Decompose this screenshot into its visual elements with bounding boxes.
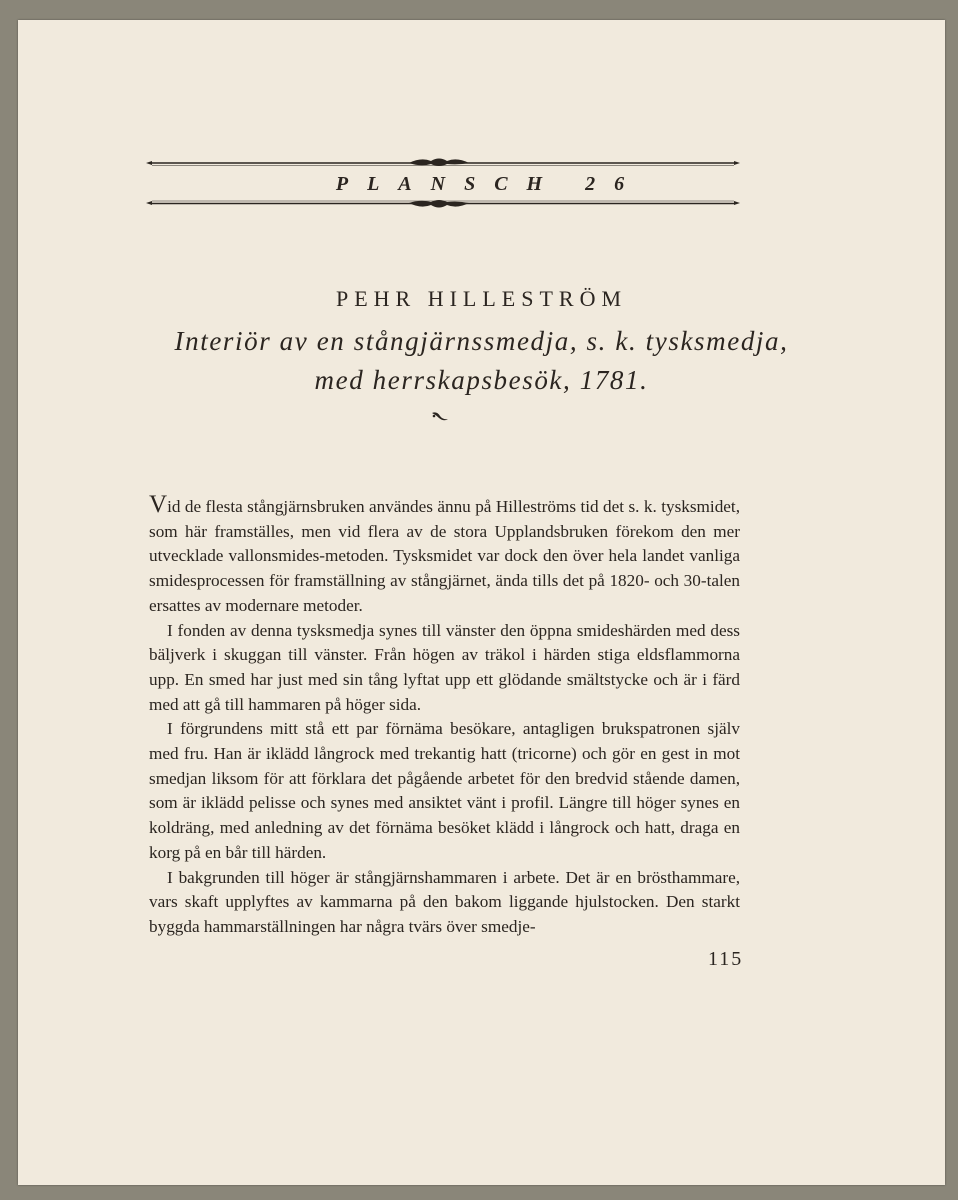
artwork-title-line-2: med herrskapsbesök, 1781.	[314, 365, 649, 395]
artwork-title-line-1: Interiör av en stångjärnssmedja, s. k. tysksmedja,	[174, 326, 789, 356]
paragraph-4: I bakgrunden till höger är stångjärnshammaren i arbete. Det är en brösthammare, vars skaft upplyftes av kammarna på den bakom liggande hjulstocken. Den starkt byggda hammarställningen har några tvärs över smedje-	[149, 867, 740, 936]
book-page	[18, 20, 945, 1185]
plate-label: PLANSCH 26	[335, 173, 644, 195]
paragraph-1	[149, 492, 740, 619]
drop-cap: V	[149, 491, 168, 518]
paragraph-1-text: id de flesta stångjärnsbruken användes ännu på Hilleströms tid det s. k. tysksmidet, som här framställes, men vid flera av de stora Upplandsbruken förekom den mer utvecklade vallonsmides-metoden. Tysksmidet var dock den över hela landet vanliga smidesprocessen för framställning av stångjärnet, ända tills det på 1820- och 30-talen ersattes av modernare metoder.	[149, 497, 740, 615]
author-name: PEHR HILLESTRÖM	[335, 286, 628, 311]
body-text	[149, 492, 740, 940]
page-number: 115	[708, 948, 744, 970]
fleuron-ornament-icon	[430, 410, 450, 424]
paragraph-2: I fonden av denna tysksmedja synes till vänster den öppna smideshärden med dess bäljverk i skuggan till vänster. Från högen av träkol i härden stiga eldsflammorna upp. En smed har just med sin tång lyftat upp ett glödande smältstycke och är i färd med att gå till hammaren på höger sida.	[149, 620, 740, 714]
paragraph-3: I förgrundens mitt stå ett par förnäma besökare, antagligen brukspatronen själv med fru. Han är iklädd långrock med trekantig hatt (tricorne) och gör en gest in mot smedjan liksom för att förklara det pågående arbetet för den bredvid stående damen, som är iklädd pelisse och synes med ansiktet vänt i profil. Längre till höger synes en koldräng, med anledning av det förnäma besöket klädd i långrock och hatt, draga en korg på en bår till härden.	[149, 719, 740, 862]
bottom-ornamental-rule	[144, 197, 742, 209]
top-ornamental-rule	[144, 157, 742, 169]
